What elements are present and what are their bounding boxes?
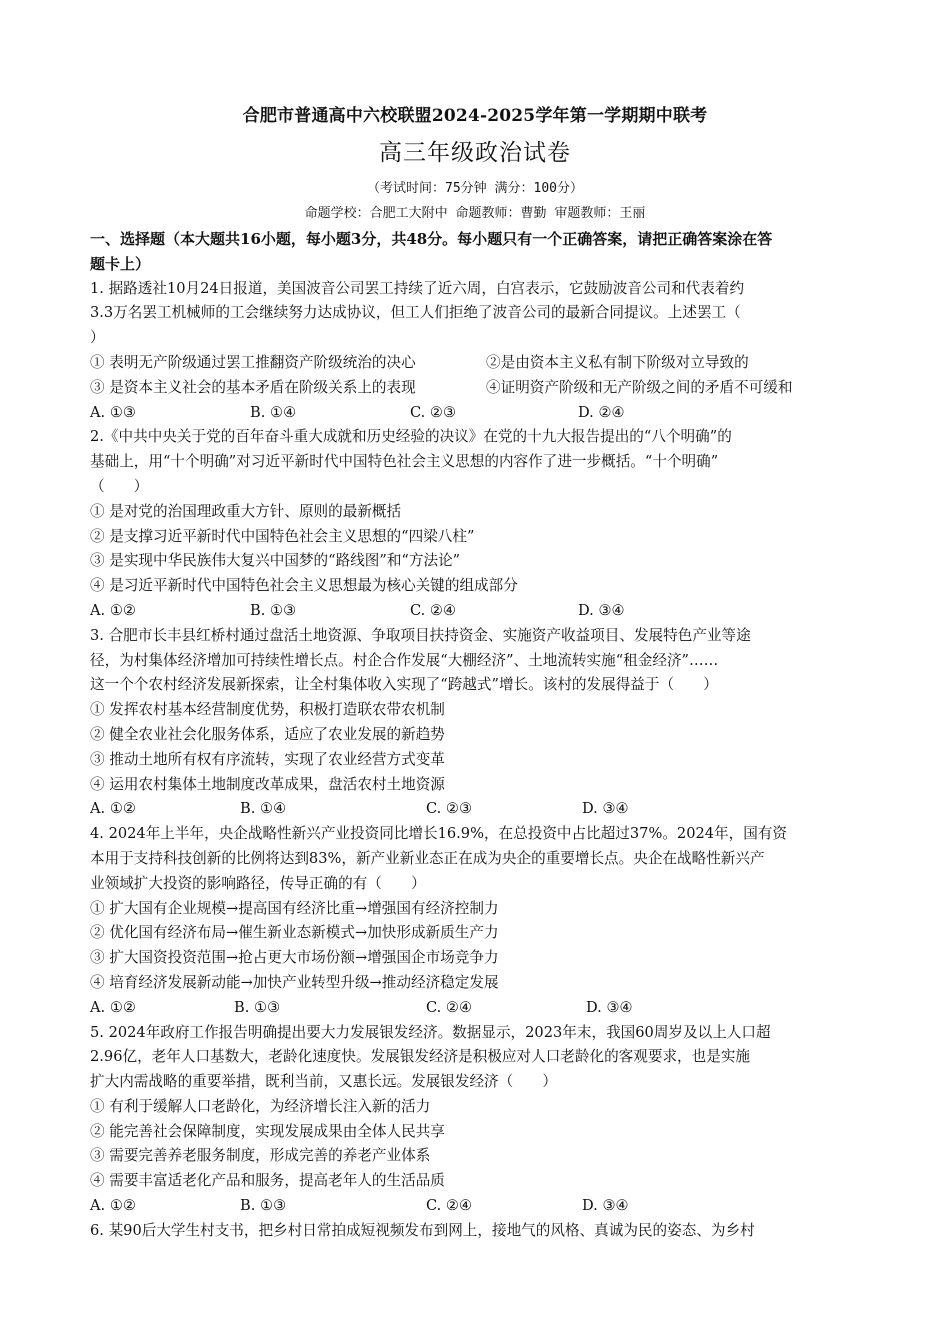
question-stem-line: 径，为村集体经济增加可持续性增长点。村企合作发展“大棚经济”、土地流转实施“租金经济”…… [90, 651, 719, 669]
option-c: C. ②④ [426, 998, 473, 1016]
question-stem-line: 本用于支持科技创新的比例将达到83%，新产业新业态正在成为央企的重要增长点。央企在战略性新兴产 [90, 849, 765, 867]
question-3 [90, 624, 862, 822]
statement: ③ 是资本主义社会的基本矛盾在阶级关系上的表现 [90, 378, 416, 396]
section-heading-line: 题卡上） [90, 254, 151, 273]
answer-options [90, 1194, 862, 1219]
question-stem-line: 业领域扩大投资的影响路径，传导正确的有（ ） [90, 874, 426, 892]
answer-options [90, 797, 862, 822]
statement: ① 表明无产阶级通过罢工推翻资产阶级统治的决心 [90, 353, 416, 371]
option-b: B. ①③ [240, 1197, 287, 1215]
statement: ③ 是实现中华民族伟大复兴中国梦的“路线图”和“方法论” [90, 552, 461, 570]
question-stem-line: 扩大内需战略的重要举措，既利当前，又惠长远。发展银发经济（ ） [90, 1073, 558, 1091]
statement: ③ 扩大国资投资范围→抢占更大市场份额→增强国企市场竞争力 [90, 949, 499, 967]
statement: ③ 推动土地所有权有序流转，实现了农业经营方式变革 [90, 750, 445, 768]
question-stem-line: 3. 合肥市长丰县红桥村通过盘活土地资源、争取项目扶持资金、实施资产收益项目、发展特色产业等途 [90, 626, 751, 644]
statement: ① 是对党的治国理政重大方针、原则的最新概括 [90, 502, 402, 520]
option-d: D. ②④ [578, 403, 625, 421]
option-d: D. ③④ [582, 800, 629, 818]
option-b: B. ①④ [250, 403, 297, 421]
option-a: A. ①② [90, 800, 136, 818]
statement: ① 扩大国有企业规模→提高国有经济比重→增强国有经济控制力 [90, 899, 499, 917]
section-heading [90, 227, 862, 277]
exam-authors: 命题学校：合肥工大附中 命题教师：曹勤 审题教师：王丽 [304, 206, 646, 221]
option-a: A. ①② [90, 1197, 136, 1215]
question-stem-line: 基础上，用“十个明确”对习近平新时代中国特色社会主义思想的内容作了进一步概括。“十个明确” [90, 453, 719, 471]
statement: ② 能完善社会保障制度，实现发展成果由全体人民共享 [90, 1122, 445, 1140]
statement: ④ 需要丰富适老化产品和服务，提高老年人的生活品质 [90, 1172, 445, 1190]
option-b: B. ①④ [240, 800, 287, 818]
exam-content [90, 227, 862, 1244]
question-stem-line: 1. 据路透社10月24日报道，美国波音公司罢工持续了近六周，白宫表示，它鼓励波音公司和代表着约 [90, 279, 745, 297]
statement: ② 健全农业社会化服务体系，适应了农业发展的新趋势 [90, 725, 445, 743]
exam-title: 合肥市普通高中六校联盟2024-2025学年第一学期期中联考 [242, 106, 708, 126]
exam-info: （考试时间：75分钟 满分：100分） [367, 181, 583, 196]
section-heading-line: 一、选择题（本大题共16小题，每小题3分，共48分。每小题只有一个正确答案，请把正确答案涂在答 [90, 230, 773, 248]
question-stem-line: 3.3万名罢工机械师的工会继续努力达成协议，但工人们拒绝了波音公司的最新合同提议。上述罢工（ [90, 304, 741, 322]
option-c: C. ②④ [426, 1197, 473, 1215]
option-c: C. ②③ [410, 403, 457, 421]
answer-options [90, 996, 862, 1021]
question-1 [90, 277, 862, 426]
statement-pair [90, 351, 862, 376]
option-b: B. ①③ [234, 998, 281, 1016]
question-stem-line: 2.《中共中央关于党的百年奋斗重大成就和历史经验的决议》在党的十九大报告提出的“八个明确”的 [90, 428, 732, 446]
statement: ④ 是习近平新时代中国特色社会主义思想最为核心关键的组成部分 [90, 577, 518, 595]
option-d: D. ③④ [578, 601, 625, 619]
statement: ③ 需要完善养老服务制度，形成完善的养老产业体系 [90, 1147, 431, 1165]
option-a: A. ①③ [90, 403, 136, 421]
answer-options [90, 599, 862, 624]
question-2 [90, 425, 862, 623]
statement: ① 有利于缓解人口老龄化，为经济增长注入新的活力 [90, 1097, 431, 1115]
statement: ④ 培育经济发展新动能→加快产业转型升级→推动经济稳定发展 [90, 973, 499, 991]
statement: ② 是支撑习近平新时代中国特色社会主义思想的“四梁八柱” [90, 527, 475, 545]
question-stem-line: 这一个个农村经济发展新探索，让全村集体收入实现了“跨越式”增长。该村的发展得益于（ ） [90, 676, 718, 694]
statement: ② 优化国有经济布局→催生新业态新模式→加快形成新质生产力 [90, 924, 499, 942]
statement: ②是由资本主义私有制下阶级对立导致的 [486, 353, 749, 371]
option-a: A. ①② [90, 998, 136, 1016]
question-5 [90, 1021, 862, 1219]
statement: ① 发挥农村基本经营制度优势，积极打造联农带农机制 [90, 701, 445, 719]
option-c: C. ②④ [410, 601, 457, 619]
exam-subtitle: 高三年级政治试卷 [379, 140, 571, 166]
answer-options [90, 401, 862, 426]
question-stem-line: 6. 某90后大学生村支书，把乡村日常拍成短视频发布到网上，接地气的风格、真诚为民的姿态、为乡村 [90, 1221, 755, 1239]
question-4 [90, 822, 862, 1020]
option-d: D. ③④ [582, 1197, 629, 1215]
question-stem-line: 5. 2024年政府工作报告明确提出要大力发展银发经济。数据显示，2023年末，我国60周岁及以上人口超 [90, 1023, 771, 1041]
statement-pair [90, 376, 862, 401]
question-stem-line: （ ） [90, 477, 149, 495]
option-c: C. ②③ [426, 800, 473, 818]
question-stem-line: 4. 2024年上半年，央企战略性新兴产业投资同比增长16.9%，在总投资中占比超过37%。2024年，国有资 [90, 825, 788, 843]
statement: ④ 运用农村集体土地制度改革成果，盘活农村土地资源 [90, 775, 445, 793]
question-stem-line: ） [90, 329, 105, 347]
option-b: B. ①③ [250, 601, 297, 619]
question-6 [90, 1219, 862, 1244]
question-stem-line: 2.96亿，老年人口基数大，老龄化速度快。发展银发经济是积极应对人口老龄化的客观要求，也是实施 [90, 1048, 751, 1066]
option-d: D. ③④ [586, 998, 633, 1016]
statement: ④证明资产阶级和无产阶级之间的矛盾不可缓和 [486, 378, 793, 396]
option-a: A. ①② [90, 601, 136, 619]
